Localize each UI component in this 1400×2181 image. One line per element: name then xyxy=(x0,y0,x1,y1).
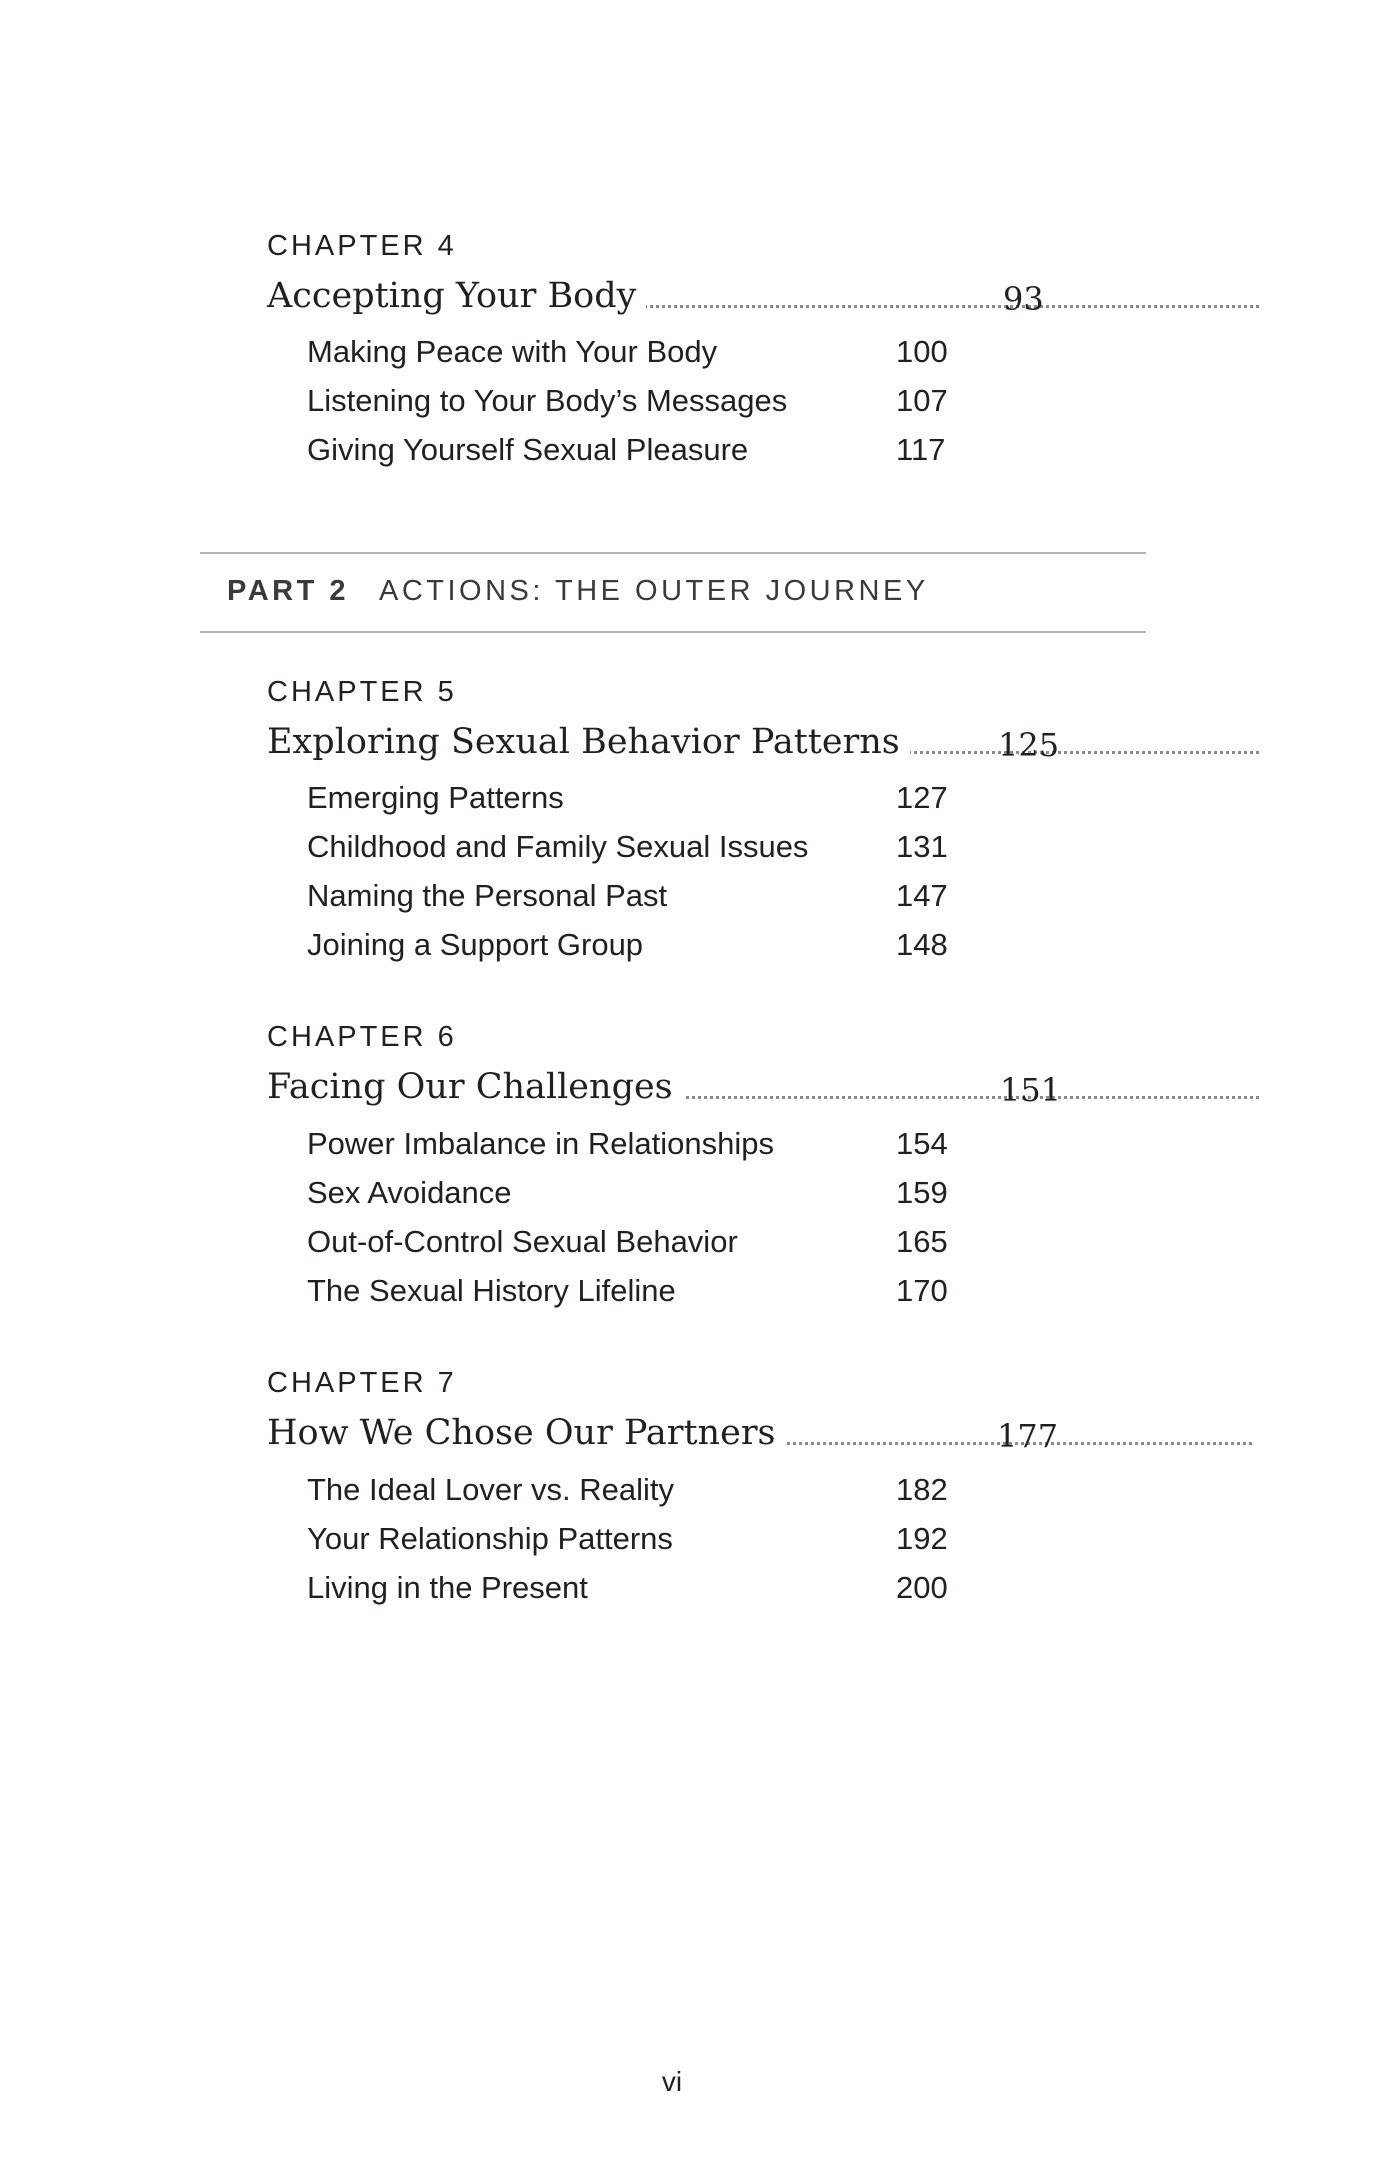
section-row[interactable] xyxy=(307,1271,1007,1311)
chapter-title-row[interactable] xyxy=(267,1407,1047,1457)
chapter-title: Accepting Your Body xyxy=(267,279,646,314)
section-row[interactable] xyxy=(307,778,1007,818)
chapter-label: CHAPTER 6 xyxy=(267,1021,457,1053)
section-title: Joining a Support Group xyxy=(307,927,644,962)
page-folio: vi xyxy=(661,2066,683,2097)
part-label: PART 2 xyxy=(227,575,349,607)
dot-leader xyxy=(877,751,1259,754)
section-row[interactable] xyxy=(307,1222,1007,1262)
chapter-label: CHAPTER 7 xyxy=(267,1367,457,1399)
part-title: ACTIONS: THE OUTER JOURNEY xyxy=(378,575,929,607)
section-page-number: 192 xyxy=(896,1521,948,1556)
section-page-number: 117 xyxy=(896,432,946,467)
dot-leader xyxy=(657,1096,1259,1099)
section-page-number: 100 xyxy=(896,334,948,369)
chapter-page-number: 93 xyxy=(1003,280,1044,318)
section-title: Your Relationship Patterns xyxy=(307,1521,673,1556)
section-page-number: 165 xyxy=(896,1224,948,1259)
section-title: Power Imbalance in Relationships xyxy=(307,1126,774,1161)
section-row[interactable] xyxy=(307,430,1007,470)
chapter-label: CHAPTER 4 xyxy=(267,230,457,262)
chapter-page-number: 151 xyxy=(1000,1071,1062,1109)
section-page-number: 127 xyxy=(896,780,948,815)
chapter-page-number: 125 xyxy=(998,726,1060,764)
section-page-number: 147 xyxy=(896,878,948,913)
chapter-title-row[interactable] xyxy=(267,270,1047,320)
part-heading[interactable] xyxy=(227,577,929,606)
section-title: Giving Yourself Sexual Pleasure xyxy=(307,432,749,467)
section-row[interactable] xyxy=(307,381,1007,421)
section-title: The Ideal Lover vs. Reality xyxy=(307,1472,675,1507)
section-title: Out-of-Control Sexual Behavior xyxy=(307,1224,738,1259)
chapter-title: Exploring Sexual Behavior Patterns xyxy=(267,725,910,760)
part-top-rule xyxy=(200,552,1146,554)
section-title: Making Peace with Your Body xyxy=(307,334,718,369)
section-page-number: 131 xyxy=(896,829,948,864)
section-page-number: 182 xyxy=(896,1472,948,1507)
section-page-number: 200 xyxy=(896,1570,948,1605)
chapter-label: CHAPTER 5 xyxy=(267,676,457,708)
section-page-number: 107 xyxy=(896,383,948,418)
section-title: Sex Avoidance xyxy=(307,1175,512,1210)
section-title: The Sexual History Lifeline xyxy=(307,1273,676,1308)
section-title: Listening to Your Body’s Messages xyxy=(307,383,788,418)
dot-leader xyxy=(627,305,1259,308)
section-row[interactable] xyxy=(307,925,1007,965)
section-row[interactable] xyxy=(307,1568,1007,1608)
section-row[interactable] xyxy=(307,1124,1007,1164)
section-page-number: 159 xyxy=(896,1175,948,1210)
section-row[interactable] xyxy=(307,876,1007,916)
section-row[interactable] xyxy=(307,332,1007,372)
section-title: Childhood and Family Sexual Issues xyxy=(307,829,809,864)
section-title: Naming the Personal Past xyxy=(307,878,668,913)
chapter-title: How We Chose Our Partners xyxy=(267,1416,786,1451)
section-row[interactable] xyxy=(307,827,1007,867)
chapter-page-number: 177 xyxy=(997,1417,1059,1455)
section-title: Living in the Present xyxy=(307,1570,588,1605)
chapter-title-row[interactable] xyxy=(267,716,1047,766)
part-bottom-rule xyxy=(200,631,1146,633)
section-row[interactable] xyxy=(307,1519,1007,1559)
section-page-number: 154 xyxy=(896,1126,948,1161)
chapter-title: Facing Our Challenges xyxy=(267,1070,683,1105)
section-row[interactable] xyxy=(307,1173,1007,1213)
section-page-number: 148 xyxy=(896,927,948,962)
section-page-number: 170 xyxy=(896,1273,948,1308)
chapter-title-row[interactable] xyxy=(267,1061,1047,1111)
section-row[interactable] xyxy=(307,1470,1007,1510)
section-title: Emerging Patterns xyxy=(307,780,564,815)
